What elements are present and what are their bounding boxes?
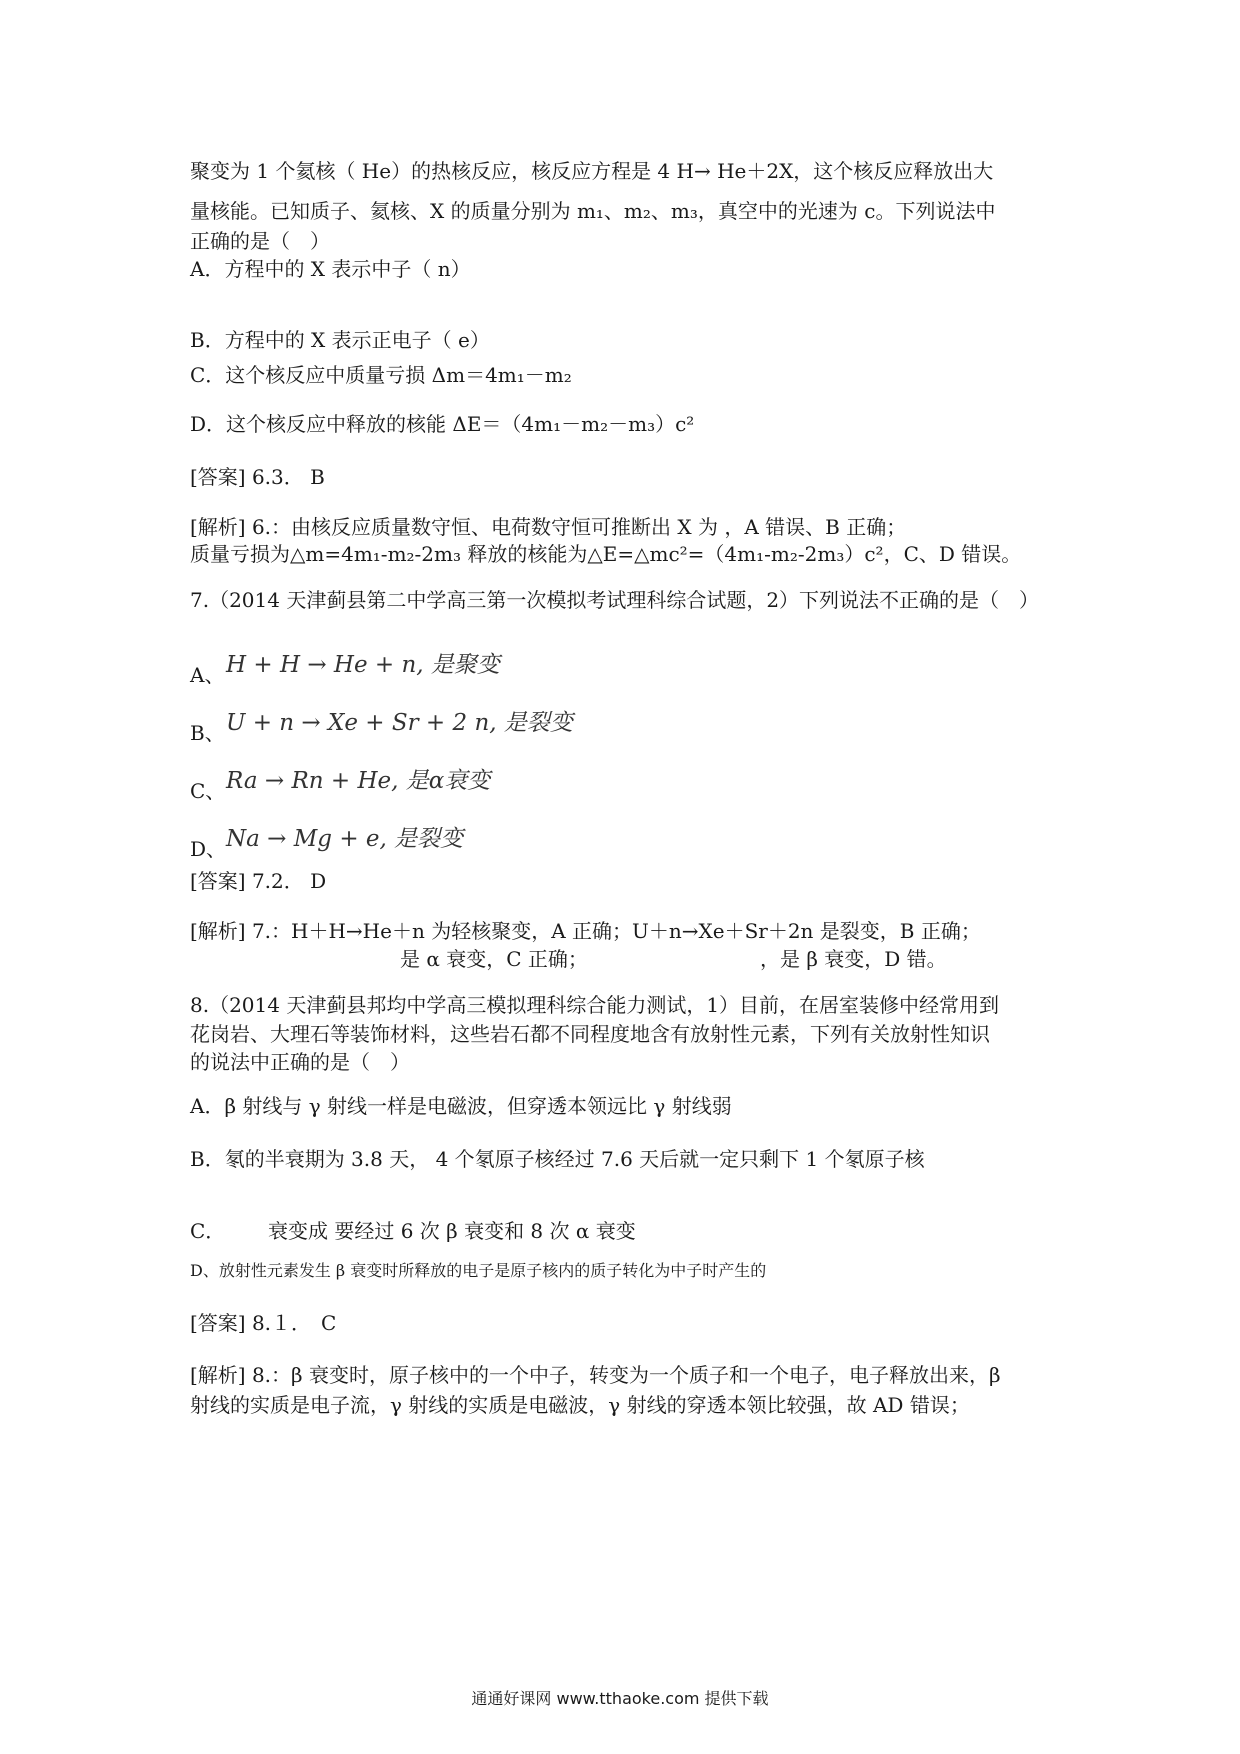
q6-stem-line3: 正确的是（ ） <box>190 229 330 253</box>
q6-analysis-line2: 质量亏损为△m=4m₁-m₂-2m₃ 释放的核能为△E=△mc²=（4m₁-m₂-2m₃）c²，C、D 错误。 <box>190 542 1022 566</box>
q7-analysis-line1: [解析] 7.：H＋H→He＋n 为轻核聚变，A 正确；U＋n→Xe＋Sr＋2n 是裂变，B 正确； <box>190 919 981 943</box>
q6-option-b: B．方程中的 X 表示正电子（ e） <box>190 328 490 352</box>
q7-label-d: D、 <box>190 837 227 861</box>
q8-option-b: B．氡的半衰期为 3.8 天， 4 个氡原子核经过 7.6 天后就一定只剩下 1 个氡原子核 <box>190 1147 925 1171</box>
q6-stem-line2: 量核能。已知质子、氦核、X 的质量分别为 m₁、m₂、m₃，真空中的光速为 c。下列说法中 <box>190 199 996 223</box>
q7-analysis-line2b: ，是 β 衰变，D 错。 <box>760 947 947 971</box>
q6-option-c: C．这个核反应中质量亏损 Δm＝4m₁－m₂ <box>190 363 572 387</box>
q8-option-a: A．β 射线与 γ 射线一样是电磁波，但穿透本领远比 γ 射线弱 <box>190 1094 732 1118</box>
q8-option-d: D、放射性元素发生 β 衰变时所释放的电子是原子核内的质子转化为中子时产生的 <box>190 1261 767 1280</box>
q8-analysis-line2: 射线的实质是电子流，γ 射线的实质是电磁波，γ 射线的穿透本领比较强，故 AD 错误； <box>190 1393 970 1417</box>
q7-answer: [答案] 7.2． D <box>190 869 327 893</box>
q8-stem-line1: 8.（2014 天津蓟县邦均中学高三模拟理科综合能力测试，1）目前，在居室装修中经常用到 <box>190 993 1000 1017</box>
q6-analysis-line1: [解析] 6.：由核反应质量数守恒、电荷数守恒可推断出 X 为 ，A 错误、B 正确； <box>190 515 907 539</box>
q7-label-c: C、 <box>190 779 226 803</box>
q7-label-b: B、 <box>190 721 225 745</box>
q8-stem-line3: 的说法中正确的是（ ） <box>190 1050 410 1074</box>
q8-option-c: 衰变成 要经过 6 次 β 衰变和 8 次 α 衰变 <box>268 1219 636 1243</box>
q7-stem: 7.（2014 天津蓟县第二中学高三第一次模拟考试理科综合试题，2）下列说法不正确的是（ ） <box>190 588 1040 612</box>
page-footer: 通通好课网 www.tthaoke.com 提供下载 <box>471 1689 769 1708</box>
q8-stem-line2: 花岗岩、大理石等装饰材料，这些岩石都不同程度地含有放射性元素，下列有关放射性知识 <box>190 1022 990 1046</box>
q8-analysis-line1: [解析] 8.：β 衰变时，原子核中的一个中子，转变为一个质子和一个电子，电子释放出来，β <box>190 1363 1001 1387</box>
q8-answer: [答案] 8.１． C <box>190 1311 337 1335</box>
q8-option-c-label: C． <box>190 1219 226 1243</box>
q6-option-a: A．方程中的 X 表示中子（ n） <box>190 257 471 281</box>
q7-equation-b: U + n → Xe + Sr + 2 n, 是裂变 <box>226 710 573 736</box>
q6-stem-line1: 聚变为 1 个氦核（ He）的热核反应，核反应方程是 4 H→ He＋2X，这个核反应释放出大 <box>190 159 994 183</box>
q7-equation-a: H + H → He + n, 是聚变 <box>226 652 500 678</box>
q6-answer: [答案] 6.3． B <box>190 465 325 489</box>
q7-analysis-line2a: 是 α 衰变，C 正确； <box>400 947 588 971</box>
q7-equation-d: Na → Mg + e, 是裂变 <box>226 826 464 852</box>
q6-option-d: D．这个核反应中释放的核能 ΔE＝（4m₁－m₂－m₃）c² <box>190 412 695 436</box>
q7-equation-c: Ra → Rn + He, 是α衰变 <box>226 768 491 794</box>
q7-label-a: A、 <box>190 663 225 687</box>
